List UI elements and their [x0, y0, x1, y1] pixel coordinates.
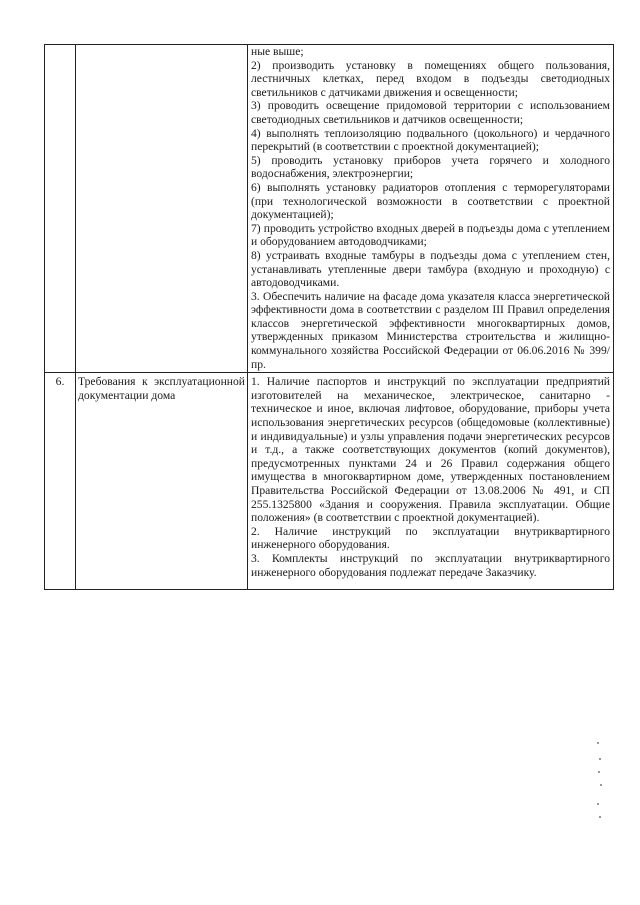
- requirement-paragraph: ные выше;: [251, 45, 304, 58]
- requirement-paragraph: 3. Обеспечить наличие на фасаде дома указателя класса энергетической эффективности дома в соответствии с разделом III Правил определения классов энергетической эффективности многоквартирных домов, утвержденных приказом Министерства строительства и жилищно-коммунального хозяйства Российской Федерации от 06.06.2016 № 399/пр.: [251, 289, 610, 371]
- scan-edge-marks: [596, 740, 604, 820]
- table-row: [45, 373, 614, 590]
- requirement-paragraph: 3) проводить освещение придомовой территории с использованием светодиодных светильников и датчиков освещенности;: [251, 99, 610, 126]
- requirement-name-cell: Требования к эксплуатационной документации дома: [76, 373, 248, 590]
- requirement-text-cell: [248, 45, 614, 373]
- requirement-paragraph: 7) проводить устройство входных дверей в подъезды дома с утеплением и оборудованием автодоводчиками;: [251, 221, 610, 249]
- requirement-paragraph: 4) выполнять теплоизоляцию подвального (цокольного) и чердачного перекрытий (в соответствии с проектной документацией);: [251, 126, 610, 154]
- requirement-paragraph: 2) производить установку в помещениях общего пользования, лестничных клетках, перед входом в подъезды светодиодных светильников с датчиками движения и освещенности;: [251, 58, 610, 99]
- requirement-text-cell: [248, 373, 614, 590]
- requirement-name-cell: [76, 45, 248, 373]
- requirement-paragraph: 8) устраивать входные тамбуры в подъезды дома с утеплением стен, устанавливать утепленные двери тамбура (входную и проходную) с автодоводчиками.: [251, 248, 610, 290]
- requirements-table: [44, 44, 614, 590]
- requirement-paragraph: 6) выполнять установку радиаторов отопления с терморегуляторами (при технологической возможности в соответствии с проектной документацией);: [251, 180, 610, 222]
- row-number-cell: 6.: [45, 373, 76, 590]
- requirement-paragraph: 2. Наличие инструкций по эксплуатации внутриквартирного инженерного оборудования.: [251, 524, 610, 552]
- row-number-cell: [45, 45, 76, 373]
- table-row: [45, 45, 614, 373]
- requirement-paragraph: 3. Комплекты инструкций по эксплуатации внутриквартирного инженерного оборудования подлежат передаче Заказчику.: [251, 551, 610, 579]
- requirement-paragraph: 1. Наличие паспортов и инструкций по эксплуатации предприятий изготовителей на механическое, электрическое, санитарно - техническое и иное, включая лифтовое, оборудование, приборы учета использования энергетических ресурсов (общедомовые (коллективные) и индивидуальные) и узлы управления подачи энергетических ресурсов и т.д., а также соответствующих документов (копий документов), предусмотренных пунктами 24 и 26 Правил содержания общего имущества в многоквартирном доме, утвержденных постановлением Правительства Российской Федерации от 13.08.2006 № 491, и СП 255.1325800 «Здания и сооружения. Правила эксплуатации. Общие положения» (в соответствии с проектной документацией).: [251, 375, 610, 525]
- requirement-paragraph: 5) проводить установку приборов учета горячего и холодного водоснабжения, электроэнергии;: [251, 153, 610, 181]
